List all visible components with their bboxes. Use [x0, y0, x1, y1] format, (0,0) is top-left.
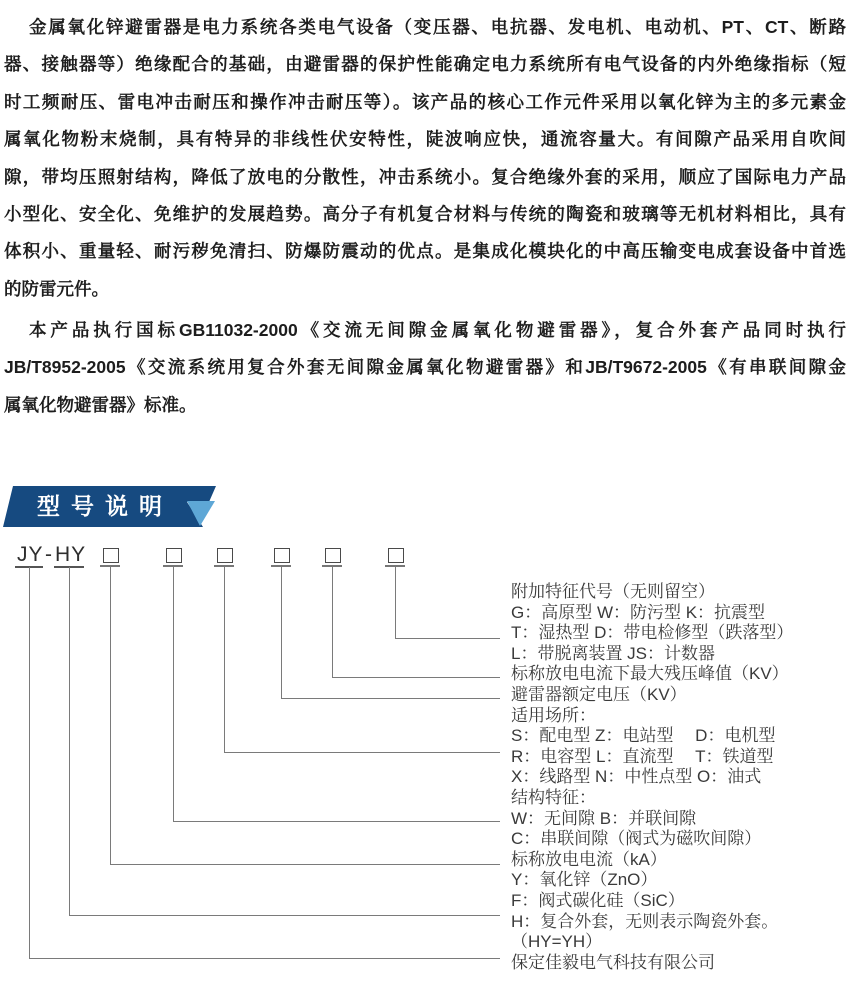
standards-line: 属氧化物避雷器》标准。	[4, 394, 197, 415]
model-code-hy: HY	[55, 543, 87, 566]
intro-paragraph	[4, 9, 846, 308]
connector-hy-vertical	[69, 567, 70, 915]
model-label-extra-feature-ljs: L：带脱离装置 JS：计数器	[511, 643, 716, 663]
intro-line: 时工频耐压、雷电冲击耐压和操作冲击耐压等）。该产品的核心工作元件采用以氧化锌为主的多元素金	[4, 91, 846, 112]
model-labels	[511, 582, 846, 973]
model-label-extra-feature-gwk: G：高原型 W：防污型 K：抗震型	[511, 602, 766, 622]
model-label-hy-equals-yh: （HY=YH）	[511, 932, 603, 952]
connector-box3-vertical	[224, 567, 225, 752]
connector-box2-horizontal	[173, 821, 500, 822]
connector-box4-horizontal	[281, 698, 500, 699]
standards-line: 本产品执行国标GB11032-2000《交流无间隙金属氧化物避雷器》，复合外套产品同时执行	[29, 320, 846, 340]
model-code-jy: JY	[17, 543, 44, 566]
model-code-box-6	[388, 548, 404, 563]
model-label-residual-voltage: 标称放电电流下最大残压峰值（KV）	[511, 664, 789, 684]
model-label-composite-housing: H：复合外套，无则表示陶瓷外套。	[511, 911, 779, 931]
connector-box5-vertical	[332, 567, 333, 677]
intro-line: 的防雷元件。	[4, 278, 109, 299]
model-label-discharge-current: 标称放电电流（kA）	[511, 849, 667, 869]
connector-box1-vertical	[110, 567, 111, 864]
model-label-application: 适用场所：	[511, 705, 596, 725]
connector-box2-vertical	[173, 567, 174, 821]
model-label-application-xno: X：线路型 N：中性点型 O：油式	[511, 767, 762, 787]
model-label-structure-c: C：串联间隙（阀式为磁吹间隙）	[511, 829, 762, 849]
intro-line: 隙，带均压照射结构，降低了放电的分散性，冲击系统小。复合绝缘外套的采用，顺应了国际电力产品	[4, 166, 846, 187]
standards-line: JB/T8952-2005《交流系统用复合外套无间隙金属氧化物避雷器》和JB/T9672-2005《有串联间隙金	[4, 357, 846, 378]
connector-box6-vertical	[395, 567, 396, 638]
intro-line: 体积小、重量轻、耐污秽免清扫、防爆防震动的优点。是集成化模块化的中高压输变电成套设备中首选	[4, 241, 846, 262]
section-banner	[3, 486, 216, 527]
section-title: 型号说明	[37, 493, 173, 519]
connector-hy-horizontal	[69, 915, 500, 916]
standards-paragraph	[4, 312, 846, 424]
model-label-application-rlt: R：电容型 L：直流型 T：铁道型	[511, 746, 774, 766]
model-code-box-2	[166, 548, 182, 563]
model-code-box-3	[217, 548, 233, 563]
connector-jy-vertical	[29, 567, 30, 958]
model-label-extra-feature-td: T：湿热型 D：带电检修型（跌落型）	[511, 623, 794, 643]
intro-line: 金属氧化锌避雷器是电力系统各类电气设备（变压器、电抗器、发电机、电动机、PT、CT、断路	[29, 17, 846, 37]
model-code-box-5	[325, 548, 341, 563]
model-code-dash: -	[45, 543, 53, 566]
connector-jy-horizontal	[29, 958, 500, 959]
model-label-zinc-oxide: Y：氧化锌（ZnO）	[511, 870, 658, 890]
model-label-rated-voltage: 避雷器额定电压（KV）	[511, 684, 687, 704]
model-label-structure-wb: W：无间隙 B：并联间隙	[511, 808, 697, 828]
model-label-silicon-carbide: F：阀式碳化硅（SiC）	[511, 890, 685, 910]
model-label-extra-feature: 附加特征代号（无则留空）	[511, 582, 715, 601]
connector-box3-horizontal	[224, 752, 500, 753]
model-label-structure: 结构特征：	[511, 787, 596, 807]
connector-box6-horizontal	[395, 638, 500, 639]
connector-box4-vertical	[281, 567, 282, 698]
model-label-application-szd: S：配电型 Z：电站型 D：电机型	[511, 726, 776, 746]
model-label-company-name: 保定佳毅电气科技有限公司	[511, 952, 715, 972]
connector-box1-horizontal	[110, 864, 500, 865]
connector-box5-horizontal	[332, 677, 500, 678]
intro-line: 属氧化物粉末烧制，具有特异的非线性伏安特性，陡波响应快，通流容量大。有间隙产品采用自吹间	[4, 129, 846, 150]
model-code-box-1	[103, 548, 119, 563]
model-code-box-4	[274, 548, 290, 563]
intro-line: 器、接触器等）绝缘配合的基础，由避雷器的保护性能确定电力系统所有电气设备的内外绝缘指标（短	[4, 54, 846, 75]
intro-line: 小型化、安全化、免维护的发展趋势。高分子有机复合材料与传统的陶瓷和玻璃等无机材料相比，具有	[4, 203, 846, 224]
